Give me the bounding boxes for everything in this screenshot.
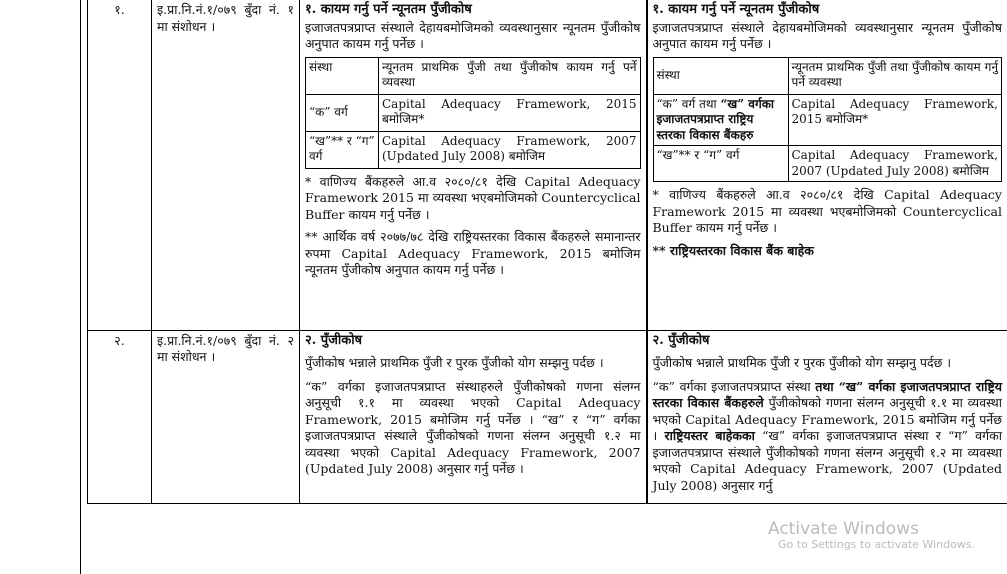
footnote-double-star: ** राष्ट्रियस्तरका विकास बैंक बाहेक [652, 242, 814, 258]
inner-table-row [653, 146, 1002, 182]
paragraph: “क” वर्गका इजाजतपत्रप्राप्त संस्थाहरुले पुँजीकोषको गणना संलग्न अनुसूची १.१ मा व्यवस्था भएको Capital Adequacy Framework, 2015 बमोजिम गर्नु पर्नेछ । “ख” र “ग” वर्गका इजाजतपत्रप्राप्त संस्थाले पुँजीकोषको गणना संलग्न अनुसूची १.२ मा व्यवस्था भएको Capital Adequacy Framework, 2007 (Updated July 2008) अनुसार गर्नु पर्नेछ । [305, 378, 641, 476]
text-run: “क” वर्गका इजाजतपत्रप्राप्त संस्था [652, 378, 816, 394]
intro-text: इजाजतपत्रप्राप्त संस्थाले देहायबमोजिमको व्यवस्थानुसार न्यूनतम पुँजीकोष अनुपात कायम गर्नु पर्नेछ । [305, 19, 641, 51]
capital-requirement-table [305, 57, 641, 169]
activate-windows-watermark [768, 520, 975, 551]
existing-provision-cell [300, 330, 647, 504]
amended-provision-cell [647, 0, 1007, 330]
institution-class [653, 94, 788, 146]
footnote-star: * वाणिज्य बैंकहरुले आ.व २०८०/८१ देखि Capital Adequacy Framework 2015 मा व्यवस्था भएबमोजिमको Countercyclical Buffer कायम गर्नु पर्नेछ । [652, 187, 1002, 235]
inner-table-row [306, 131, 641, 168]
framework-requirement: Capital Adequacy Framework, 2015 बमोजिम* [788, 94, 1002, 146]
header-requirement: न्यूनतम प्राथमिक पुँजी तथा पुँजीकोष कायम गर्नु पर्ने व्यवस्था [788, 57, 1002, 94]
existing-provision-cell [300, 0, 647, 330]
row-reference: इ.प्रा.नि.नं.१/०७९ बुँदा नं. १ मा संशोधन । [152, 0, 300, 330]
header-requirement: न्यूनतम प्राथमिक पुँजी तथा पुँजीकोष कायम गर्नु पर्ने व्यवस्था [379, 57, 641, 94]
inner-table-header [653, 57, 1002, 94]
text-run: पुँजीकोषको गणना संलग्न अनुसूची १.१ मा व्यवस्था भएको Capital Adequacy Framework, 2015 बमोजिम गर्नु पर्नेछ । [652, 395, 1002, 443]
text-run-bold: राष्ट्रियस्तर बाहेकका [664, 428, 755, 443]
header-institution: संस्था [306, 57, 379, 94]
paragraph: पुँजीकोष भन्नाले प्राथमिक पुँजी र पुरक पुँजीको योग सम्झनु पर्दछ । [305, 355, 604, 370]
class-label-bold: “ख” वर्गका इजाजतपत्रप्राप्त राष्ट्रिय स्तरका विकास बैंकहरु [656, 96, 775, 142]
row-number: २. [88, 330, 152, 504]
section-heading: २. पुँजीकोष [652, 332, 710, 348]
text-run-bold: तथा “ख” वर्गका इजाजतपत्रप्राप्त राष्ट्रिय स्तरका विकास बैंकहरुले [652, 378, 1002, 410]
footnote-star: * वाणिज्य बैंकहरुले आ.व २०८०/८१ देखि Capital Adequacy Framework 2015 मा व्यवस्था भएबमोजिमको Countercyclical Buffer कायम गर्नु पर्नेछ । [305, 173, 641, 222]
text-run: “ख” वर्गका इजाजतपत्रप्राप्त संस्था र “ग” वर्गका इजाजतपत्रप्राप्त संस्थाले पुँजीकोषको गणना संलग्न अनुसूची १.२ मा व्यवस्था भएको Capital Adequacy Framework, 2007 (Updated July 2008) अनुसार गर्नु [652, 428, 1002, 493]
watermark-subtitle: Go to Settings to activate Windows. [778, 537, 976, 551]
inner-table-header [306, 57, 641, 94]
paragraph [653, 379, 1003, 495]
inner-table-row [306, 94, 641, 131]
amendment-table [87, 0, 1007, 504]
institution-class: “ख”** र “ग” वर्ग [653, 146, 788, 182]
intro-text: इजाजतपत्रप्राप्त संस्थाले देहायबमोजिमको व्यवस्थानुसार न्यूनतम पुँजीकोष अनुपात कायम गर्नु पर्नेछ । [652, 19, 1002, 51]
institution-class: “क” वर्ग [306, 94, 379, 131]
framework-requirement: Capital Adequacy Framework, 2015 बमोजिम* [379, 94, 641, 131]
table-row [88, 0, 1007, 330]
class-label-plain: “क” वर्ग तथा [656, 96, 721, 111]
framework-requirement: Capital Adequacy Framework, 2007 (Updated July 2008) बमोजिम [379, 131, 641, 168]
watermark-title: Activate Windows [768, 519, 919, 539]
footnote-double-star: ** आर्थिक वर्ष २०७७/७८ देखि राष्ट्रियस्तरका विकास बैंकहरुले समानान्तर रुपमा Capital Adequacy Framework, 2015 बमोजिम न्यूनतम पुँजीकोष अनुपात कायम गर्नु पर्नेछ । [305, 229, 641, 277]
row-reference: इ.प्रा.नि.नं.१/०७९ बुँदा नं. २ मा संशोधन । [152, 330, 300, 504]
inner-table-row [653, 94, 1002, 146]
amended-provision-cell [647, 330, 1007, 504]
paragraph: पुँजीकोष भन्नाले प्राथमिक पुँजी र पुरक पुँजीको योग सम्झनु पर्दछ । [652, 355, 952, 370]
section-heading: २. पुँजीकोष [305, 332, 363, 348]
institution-class: “ख”** र “ग” वर्ग [306, 131, 379, 168]
table-row [88, 330, 1007, 504]
section-heading: १. कायम गर्नु पर्ने न्यूनतम पुँजीकोष [305, 2, 472, 17]
row-number: १. [88, 0, 152, 330]
left-margin-line [80, 0, 81, 574]
header-institution: संस्था [653, 57, 788, 94]
capital-requirement-table [653, 57, 1003, 183]
section-heading: १. कायम गर्नु पर्ने न्यूनतम पुँजीकोष [652, 2, 820, 17]
framework-requirement: Capital Adequacy Framework, 2007 (Updated July 2008) बमोजिम [788, 146, 1002, 182]
